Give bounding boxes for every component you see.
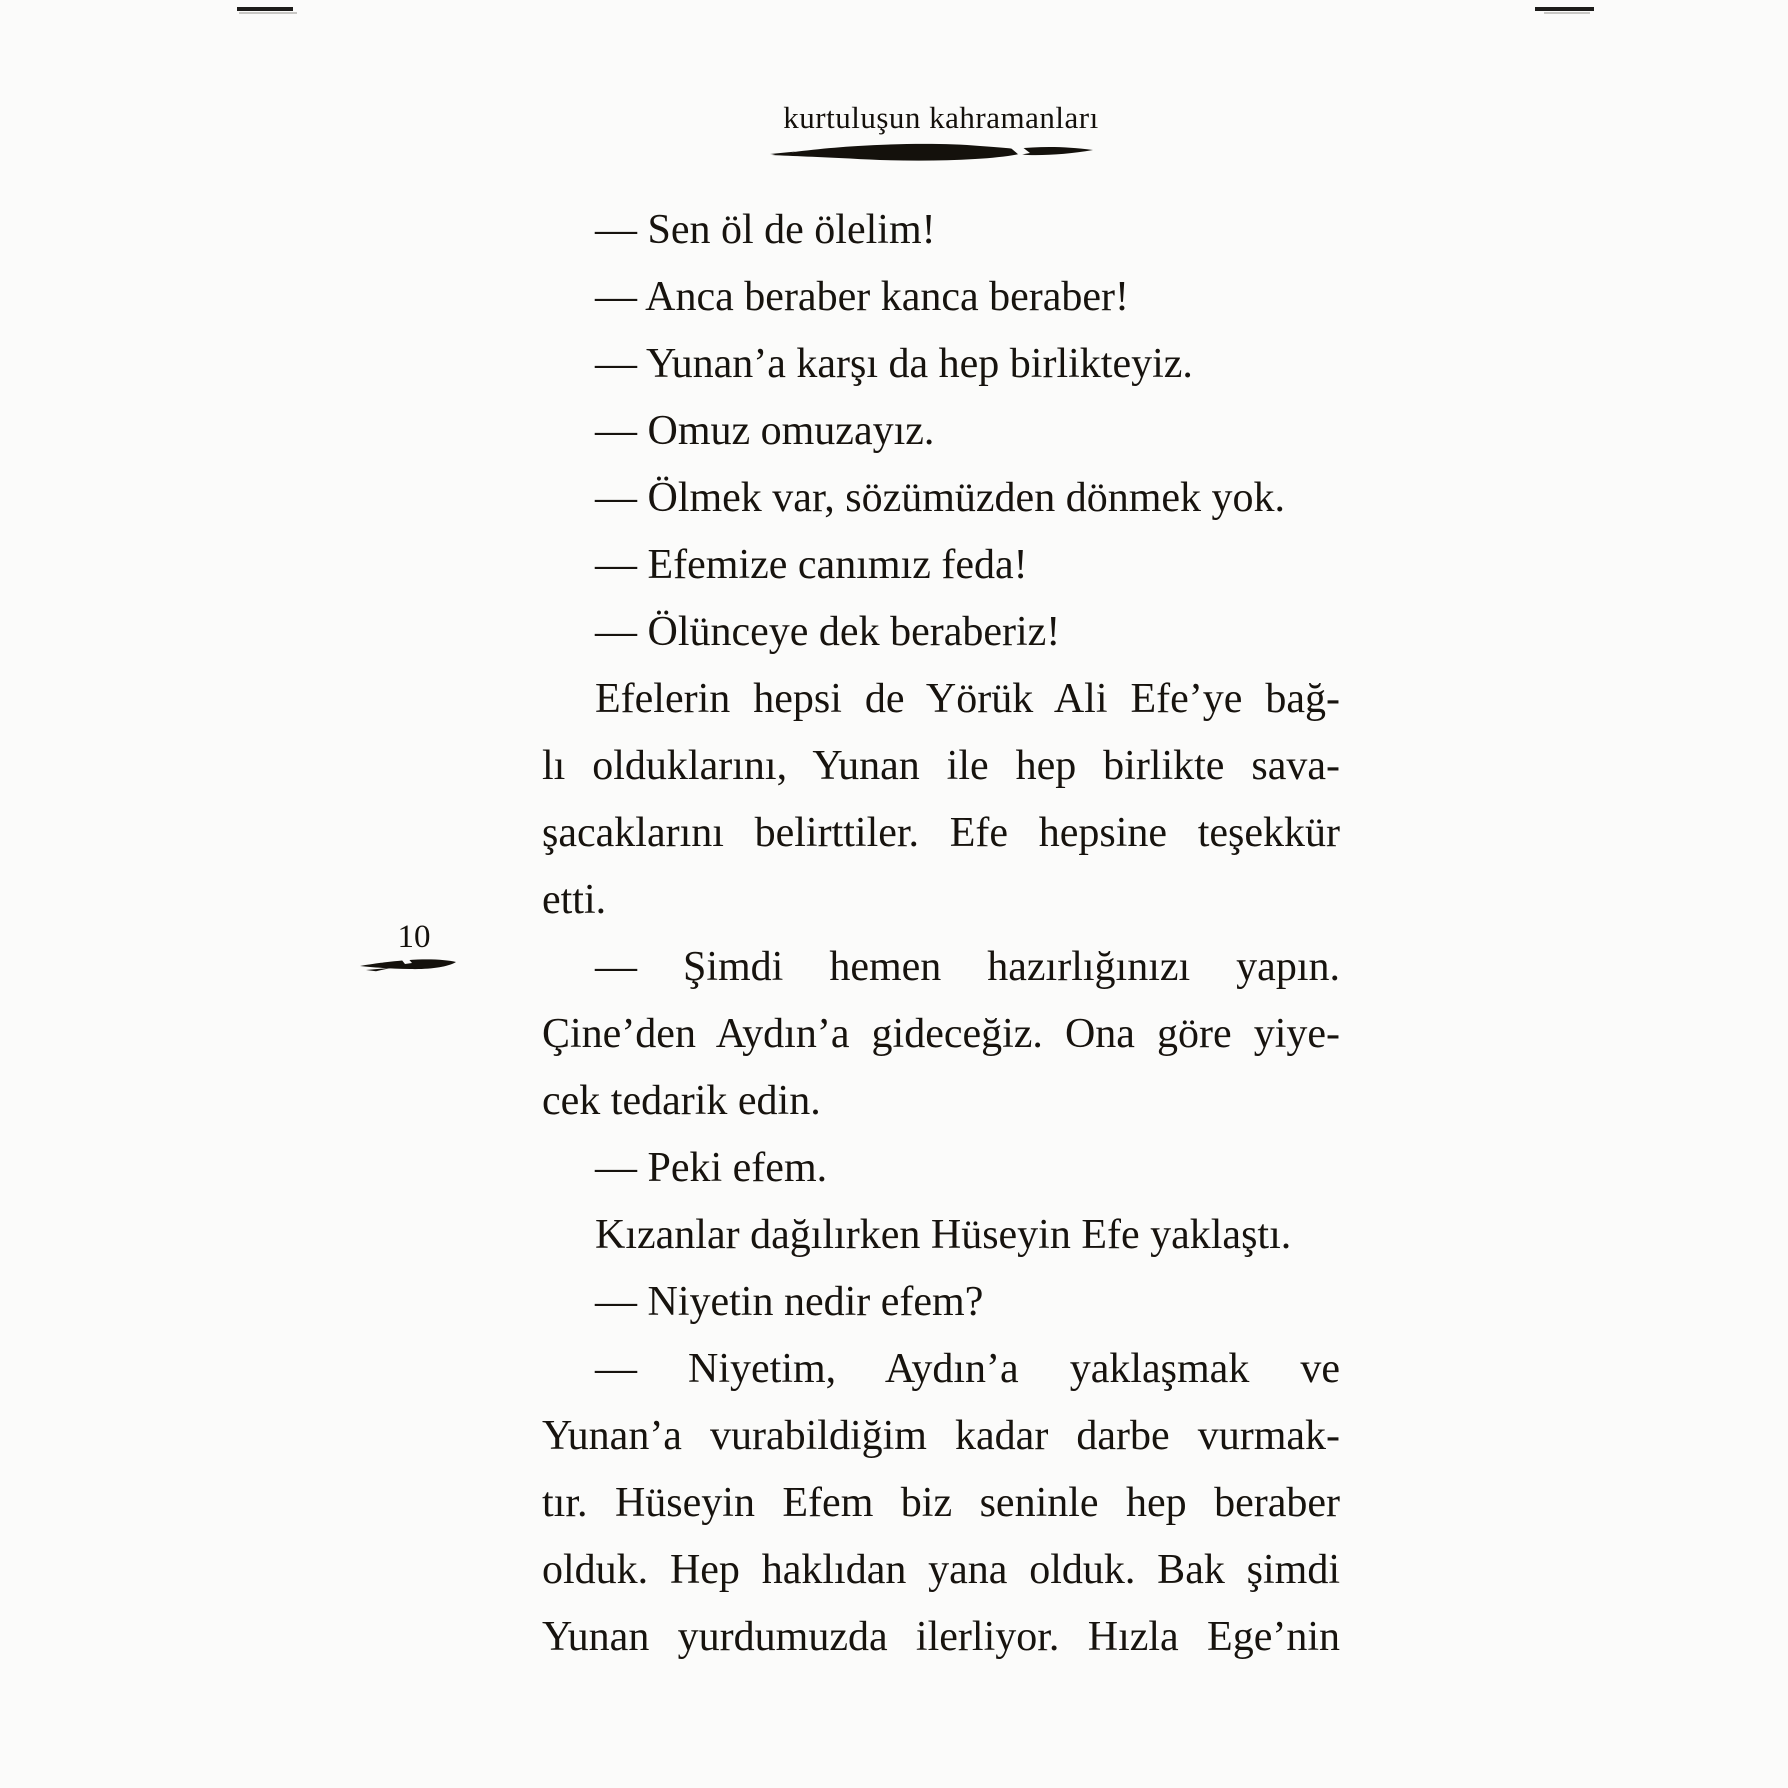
text-line: olduk. Hep haklıdan yana olduk. Bak şimdi xyxy=(542,1547,1340,1593)
text-line: — Ölünceye dek beraberiz! xyxy=(595,609,1061,655)
text-line: lı olduklarını, Yunan ile hep birlikte sava- xyxy=(542,743,1340,789)
text-line: — Anca beraber kanca beraber! xyxy=(595,274,1130,320)
text-line: — Yunan’a karşı da hep birlikteyiz. xyxy=(595,341,1193,387)
running-header: kurtuluşun kahramanları xyxy=(783,100,1099,135)
print-mark-dark-line xyxy=(1535,7,1594,11)
text-line: — Efemize canımız feda! xyxy=(595,542,1028,588)
page-number-block xyxy=(354,920,474,972)
text-line: — Şimdi hemen hazırlığınızı yapın. xyxy=(595,944,1340,990)
header-brush-flourish-icon xyxy=(770,139,1094,166)
text-line: Yunan’a vurabildiğim kadar darbe vurmak- xyxy=(542,1413,1340,1459)
text-line: etti. xyxy=(542,877,607,923)
top-right-print-mark xyxy=(1535,7,1594,14)
text-line: cek tedarik edin. xyxy=(542,1078,821,1124)
page-number-brush-flourish-icon xyxy=(360,955,456,972)
top-left-print-mark xyxy=(237,7,297,14)
text-line: — Peki efem. xyxy=(595,1145,828,1191)
text-line: Yunan yurdumuzda ilerliyor. Hızla Ege’nin xyxy=(542,1614,1340,1660)
text-line: şacaklarını belirttiler. Efe hepsine teşekkür xyxy=(542,810,1340,856)
text-line: — Sen öl de ölelim! xyxy=(595,207,936,253)
body-text xyxy=(542,197,1340,1671)
text-line: Efelerin hepsi de Yörük Ali Efe’ye bağ- xyxy=(595,676,1340,722)
text-line: tır. Hüseyin Efem biz seninle hep beraber xyxy=(542,1480,1340,1526)
text-line: — Niyetin nedir efem? xyxy=(595,1279,984,1325)
page-number: 10 xyxy=(397,919,431,955)
print-mark-light-line xyxy=(1544,12,1590,14)
text-line: Çine’den Aydın’a gideceğiz. Ona göre yiye- xyxy=(542,1011,1340,1057)
text-line: — Omuz omuzayız. xyxy=(595,408,935,454)
text-line: — Niyetim, Aydın’a yaklaşmak ve xyxy=(595,1346,1340,1392)
text-line: Kızanlar dağılırken Hüseyin Efe yaklaştı. xyxy=(595,1212,1292,1258)
print-mark-dark-line xyxy=(237,7,293,11)
text-line: — Ölmek var, sözümüzden dönmek yok. xyxy=(595,475,1286,521)
print-mark-light-line xyxy=(239,12,297,14)
